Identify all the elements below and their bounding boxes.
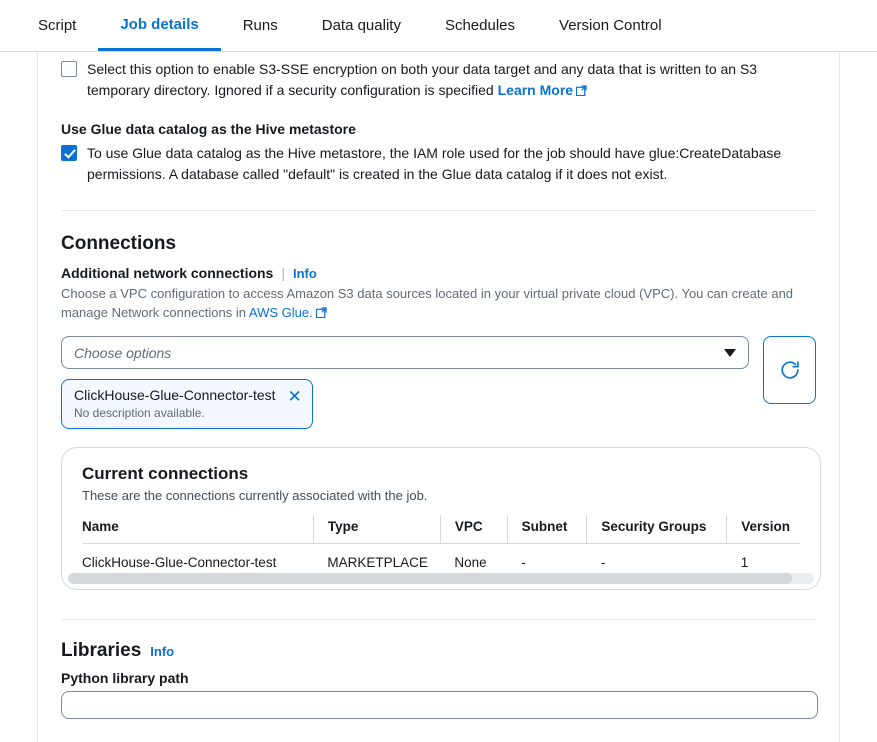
cell-security-groups: - — [600, 555, 606, 570]
connections-heading: Connections — [61, 233, 177, 254]
tab-data-quality[interactable] — [300, 0, 423, 51]
section-divider-1 — [61, 210, 816, 211]
tab-label: Runs — [242, 17, 278, 34]
scrollbar-thumb[interactable] — [68, 573, 792, 584]
tab-label: Script — [38, 17, 77, 34]
column-header-security-groups[interactable]: Security Groups — [587, 515, 727, 544]
table-horizontal-scrollbar[interactable] — [68, 573, 814, 584]
table-header-row — [82, 515, 800, 544]
external-link-icon — [316, 304, 327, 323]
sse-encryption-text: Select this option to enable S3-SSE encryption on both your data target and any data that is written to an S3 temporary directory. Ignored if a security configuration is specified — [87, 61, 758, 98]
external-link-icon — [576, 81, 587, 102]
aws-glue-link[interactable]: AWS Glue. — [248, 305, 313, 320]
selected-connection-token[interactable] — [61, 379, 313, 429]
hive-metastore-heading: Use Glue data catalog as the Hive metastore — [61, 121, 356, 137]
current-connections-title: Current connections — [82, 464, 249, 483]
sse-encryption-label — [87, 59, 803, 102]
sse-encryption-checkbox[interactable] — [61, 61, 77, 77]
libraries-heading: Libraries — [61, 640, 142, 661]
additional-network-connections-label — [61, 265, 816, 281]
column-header-type[interactable]: Type — [313, 515, 440, 544]
refresh-connections-button[interactable] — [763, 336, 816, 404]
tab-schedules[interactable] — [423, 0, 537, 51]
connections-select-placeholder: Choose options — [74, 344, 172, 361]
token-texts — [74, 386, 276, 421]
cell-version: 1 — [740, 555, 749, 570]
refresh-icon — [779, 359, 801, 381]
connections-select-row — [61, 336, 816, 429]
column-header-vpc[interactable]: VPC — [440, 515, 507, 544]
current-connections-subtitle: These are the connections currently associated with the job. — [82, 488, 428, 503]
connections-description-text: Choose a VPC configuration to access Amazon S3 data sources located in your virtual private cloud (VPC). You can create and manage Network connections in — [61, 286, 794, 320]
connections-select-input[interactable] — [61, 336, 749, 369]
token-description: No description available. — [74, 406, 205, 420]
sse-learn-more-link[interactable]: Learn More — [497, 82, 574, 98]
label-separator: | — [281, 265, 285, 281]
tab-bar — [0, 0, 877, 52]
token-title: ClickHouse-Glue-Connector-test — [74, 387, 276, 403]
connections-multiselect — [61, 336, 749, 429]
hive-metastore-checkbox[interactable] — [61, 145, 77, 161]
cell-vpc: None — [454, 555, 487, 570]
cell-subnet: - — [521, 555, 526, 570]
sse-encryption-row[interactable] — [61, 59, 816, 102]
tab-script[interactable] — [16, 0, 98, 51]
connections-info-link[interactable]: Info — [293, 265, 317, 281]
current-connections-panel — [61, 447, 821, 590]
current-connections-table — [82, 515, 800, 581]
hive-metastore-label: To use Glue data catalog as the Hive metastore, the IAM role used for the job should have glue:CreateDatabase permissions. A database called "default" is created in the Glue data catalog if it does not exist. — [87, 145, 782, 182]
section-divider-2 — [61, 619, 816, 620]
chevron-down-icon[interactable] — [724, 349, 736, 357]
libraries-header — [61, 640, 816, 662]
cell-type: MARKETPLACE — [327, 555, 428, 570]
tab-job-details[interactable] — [98, 0, 220, 51]
tab-label: Data quality — [321, 17, 401, 34]
job-details-form — [37, 52, 840, 742]
libraries-info-link[interactable]: Info — [150, 644, 175, 659]
column-header-version[interactable]: Version — [727, 515, 800, 544]
tab-label: Job details — [120, 15, 199, 33]
connections-description — [61, 284, 801, 323]
column-header-subnet[interactable]: Subnet — [507, 515, 587, 544]
tab-label: Version Control — [559, 17, 662, 34]
table-header — [82, 515, 800, 544]
tab-label: Schedules — [444, 17, 516, 34]
column-header-name[interactable]: Name — [82, 515, 313, 544]
hive-metastore-row[interactable] — [61, 143, 816, 185]
tab-version-control[interactable] — [537, 0, 684, 51]
cell-name: ClickHouse-Glue-Connector-test — [82, 555, 277, 570]
close-icon[interactable]: ✕ — [287, 387, 302, 406]
tab-runs[interactable] — [221, 0, 300, 51]
python-library-path-label: Python library path — [61, 670, 189, 686]
python-library-path-input[interactable] — [61, 691, 818, 719]
field-label-text: Additional network connections — [61, 265, 274, 281]
